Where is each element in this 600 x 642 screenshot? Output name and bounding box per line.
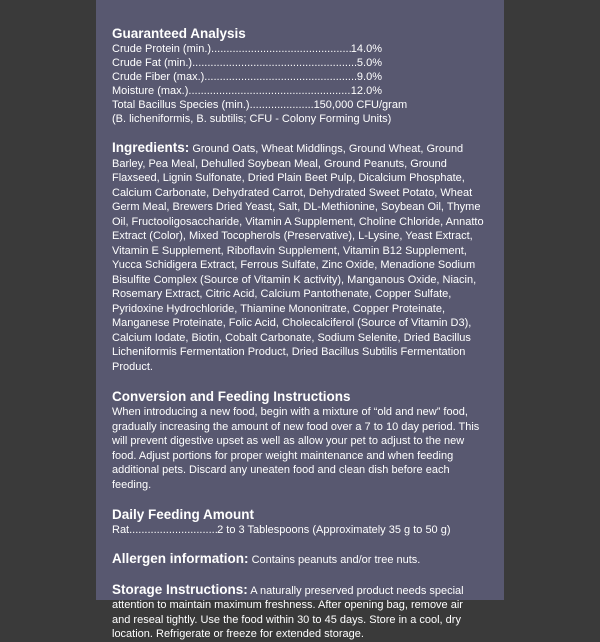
ingredients-heading: Ingredients: (112, 140, 190, 155)
analysis-row-label: Crude Fiber (max.) (112, 71, 205, 83)
analysis-note: (B. licheniformis, B. subtilis; CFU - Colony Forming Units) (112, 113, 392, 125)
daily-feeding-row (112, 523, 452, 537)
leader-dots (250, 98, 314, 112)
analysis-row-label: Moisture (max.) (112, 85, 189, 97)
storage-text: A naturally preserved product needs special attention to maintain maximum freshness. After opening bag, remove air and reseal tightly. Use the food within 30 to 45 days. Store in a cool, dry location. Refrigerate or freeze for extended storage. (112, 584, 464, 640)
allergen-text: Contains peanuts and/or tree nuts. (248, 554, 421, 566)
analysis-row-label: Crude Fat (min.) (112, 57, 193, 69)
feeding-instructions-heading: Conversion and Feeding Instructions (112, 389, 351, 404)
analysis-row (112, 84, 382, 98)
guaranteed-analysis-heading: Guaranteed Analysis (112, 26, 246, 41)
analysis-row-label: Crude Protein (min.) (112, 43, 212, 55)
analysis-row-value: 150,000 CFU/gram (313, 99, 408, 111)
feeding-instructions-text: When introducing a new food, begin with a mixture of “old and new” food, gradually increasing the amount of new food over a 7 to 10 day period. This will prevent digestive upset as well as allow your pet to adjust to the new food. Adjust portions for proper weight maintenance and when feeding additional pets. Discard any uneaten food and clean dish before each feeding. (112, 406, 480, 491)
leader-dots (211, 42, 351, 56)
analysis-row-value: 12.0% (350, 85, 382, 97)
leader-dots (192, 56, 357, 70)
ingredients-text: Ground Oats, Wheat Middlings, Ground Wheat, Ground Barley, Pea Meal, Dehulled Soybean Meal, Ground Peanuts, Ground Flaxseed, Lignin Sulfonate, Dried Plain Beet Pulp, Dicalcium Phosphate, Calcium Carbonate, Dehydrated Carrot, Dehydrated Sweet Potato, Wheat Germ Meal, Brewers Dried Yeast, Salt, DL-Methionine, Soybean Oil, Thyme Oil, Fructooligosaccharide, Vitamin A Supplement, Choline Chloride, Annatto Extract (Color), Mixed Tocopherols (Preservative), L-Lysine, Yeast Extract, Vitamin E Supplement, Riboflavin Supplement, Vitamin B12 Supplement, Yucca Schidigera Extract, Ferrous Sulfate, Zinc Oxide, Menadione Sodium Bisulfite Complex (Source of Vitamin K activity), Manganous Oxide, Niacin, Rosemary Extract, Citric Acid, Calcium Pantothenate, Copper Sulfate, Pyridoxine Hydrochloride, Thiamine Mononitrate, Copper Proteinate, Manganese Proteinate, Folic Acid, Cholecalciferol (Source of Vitamin D3), Calcium Iodate, Biotin, Cobalt Carbonate, Sodium Selenite, Dried Bacillus Licheniformis Fermentation Product, Dried Bacillus Subtilis Fermentation Product. (112, 143, 484, 373)
analysis-row (112, 98, 408, 112)
daily-feeding-label: Rat (112, 524, 130, 536)
analysis-row (112, 70, 382, 84)
leader-dots (188, 84, 350, 98)
label-panel (96, 0, 504, 640)
leader-dots (129, 523, 217, 537)
allergen-heading: Allergen information: (112, 551, 249, 566)
analysis-row-value: 14.0% (350, 43, 382, 55)
daily-feeding-section (112, 507, 504, 537)
daily-feeding-value: 2 to 3 Tablespoons (Approximately 35 g to 50 g) (217, 524, 451, 536)
allergen-section (112, 552, 484, 568)
feeding-instructions-section (112, 389, 484, 492)
storage-section (112, 583, 484, 642)
ingredients-section (112, 141, 484, 374)
leader-dots (204, 70, 357, 84)
analysis-row-value: 5.0% (356, 57, 382, 69)
analysis-row (112, 56, 382, 70)
guaranteed-analysis-section (112, 26, 504, 126)
storage-heading: Storage Instructions: (112, 581, 248, 597)
analysis-row-value: 9.0% (356, 71, 382, 83)
analysis-row (112, 42, 382, 56)
daily-feeding-heading: Daily Feeding Amount (112, 507, 255, 522)
analysis-row-label: Total Bacillus Species (min.) (112, 99, 250, 111)
